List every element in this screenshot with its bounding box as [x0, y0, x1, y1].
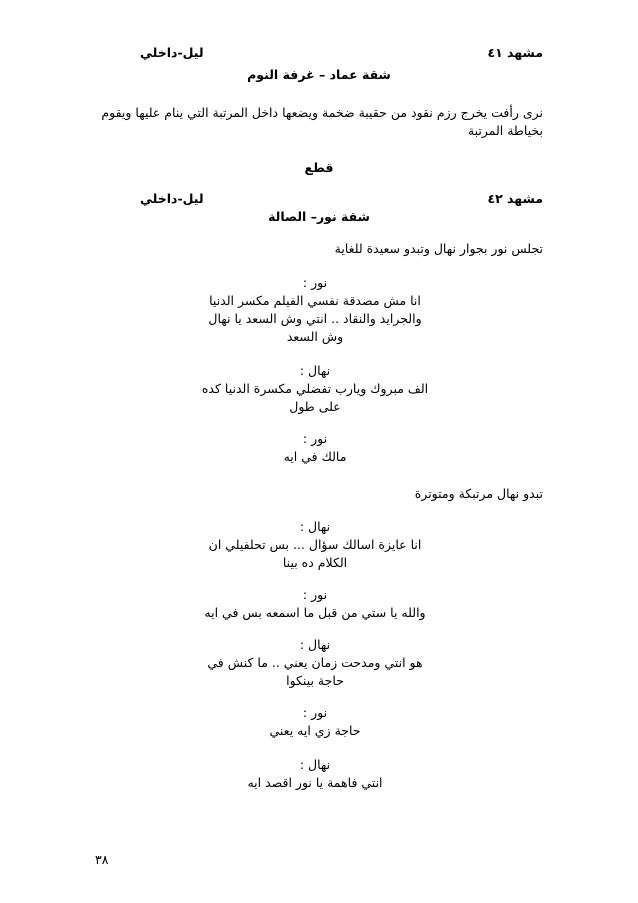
- scene-42-action-2: تبدو نهال مرتبكة ومتوترة: [414, 486, 543, 501]
- dialogue-speaker: نور :: [302, 705, 328, 720]
- dialogue-speaker: نور :: [302, 431, 328, 446]
- scene-42-location: شقة نور– الصالة: [268, 209, 370, 224]
- dialogue-block: [190, 636, 440, 690]
- dialogue-speaker: نور :: [302, 275, 328, 290]
- scene-41-number: مشهد ٤١: [487, 45, 543, 60]
- scene-41-location: شقة عماد – غرفة النوم: [247, 67, 391, 82]
- transition-cut: قطع: [304, 160, 334, 175]
- page-number: ٣٨: [95, 852, 109, 867]
- dialogue-speaker: نهال :: [299, 519, 331, 534]
- dialogue-line: حاجة بينكوا: [286, 673, 344, 688]
- dialogue-line: هو انتي ومدحت زمان يعني .. ما كنش في: [207, 655, 423, 670]
- dialogue-speaker: نهال :: [299, 757, 331, 772]
- dialogue-block: [190, 274, 440, 346]
- dialogue-block: [190, 430, 440, 466]
- dialogue-block: [190, 518, 440, 572]
- dialogue-block: [190, 704, 440, 740]
- scene-41-time: ليل-داخلي: [140, 45, 204, 60]
- dialogue-line: انا عايزة اسالك سؤال ... بس تحلفيلي ان: [208, 537, 422, 552]
- dialogue-block: [190, 586, 440, 622]
- dialogue-line: الف مبروك ويارب تفضلي مكسرة الدنيا كده: [201, 381, 429, 396]
- dialogue-line: انا مش مصدقة نفسي الفيلم مكسر الدنيا: [209, 293, 421, 308]
- dialogue-block: [190, 362, 440, 416]
- scene-42-number: مشهد ٤٢: [487, 191, 543, 206]
- dialogue-line: والله يا ستي من قبل ما اسمعه بس في ايه: [204, 605, 426, 620]
- dialogue-line: الكلام ده بينا: [282, 555, 348, 570]
- dialogue-speaker: نور :: [302, 587, 328, 602]
- dialogue-line: حاجة زي ايه يعني: [269, 723, 361, 738]
- dialogue-line: وش السعد: [286, 329, 344, 344]
- dialogue-line: والجرايد والنقاد .. انتي وش السعد يا نهال: [208, 311, 422, 326]
- dialogue-line: على طول: [289, 399, 341, 414]
- dialogue-speaker: نهال :: [299, 363, 331, 378]
- scene-42-action-1: تجلس نور بجوار نهال وتبدو سعيدة للغاية: [334, 241, 543, 256]
- dialogue-line: مالك في ايه: [283, 449, 347, 464]
- scene-41-action: نرى رأفت يخرج رزم نقود من حقيبة ضخمة ويضعها داخل المرتبة التي ينام عليها ويقوم بخياطة المرتبة: [101, 105, 543, 138]
- scene-42-time: ليل-داخلي: [140, 191, 204, 206]
- dialogue-line: انتي فاهمة يا نور اقصد ايه: [247, 775, 383, 790]
- dialogue-block: [190, 756, 440, 792]
- dialogue-speaker: نهال :: [299, 637, 331, 652]
